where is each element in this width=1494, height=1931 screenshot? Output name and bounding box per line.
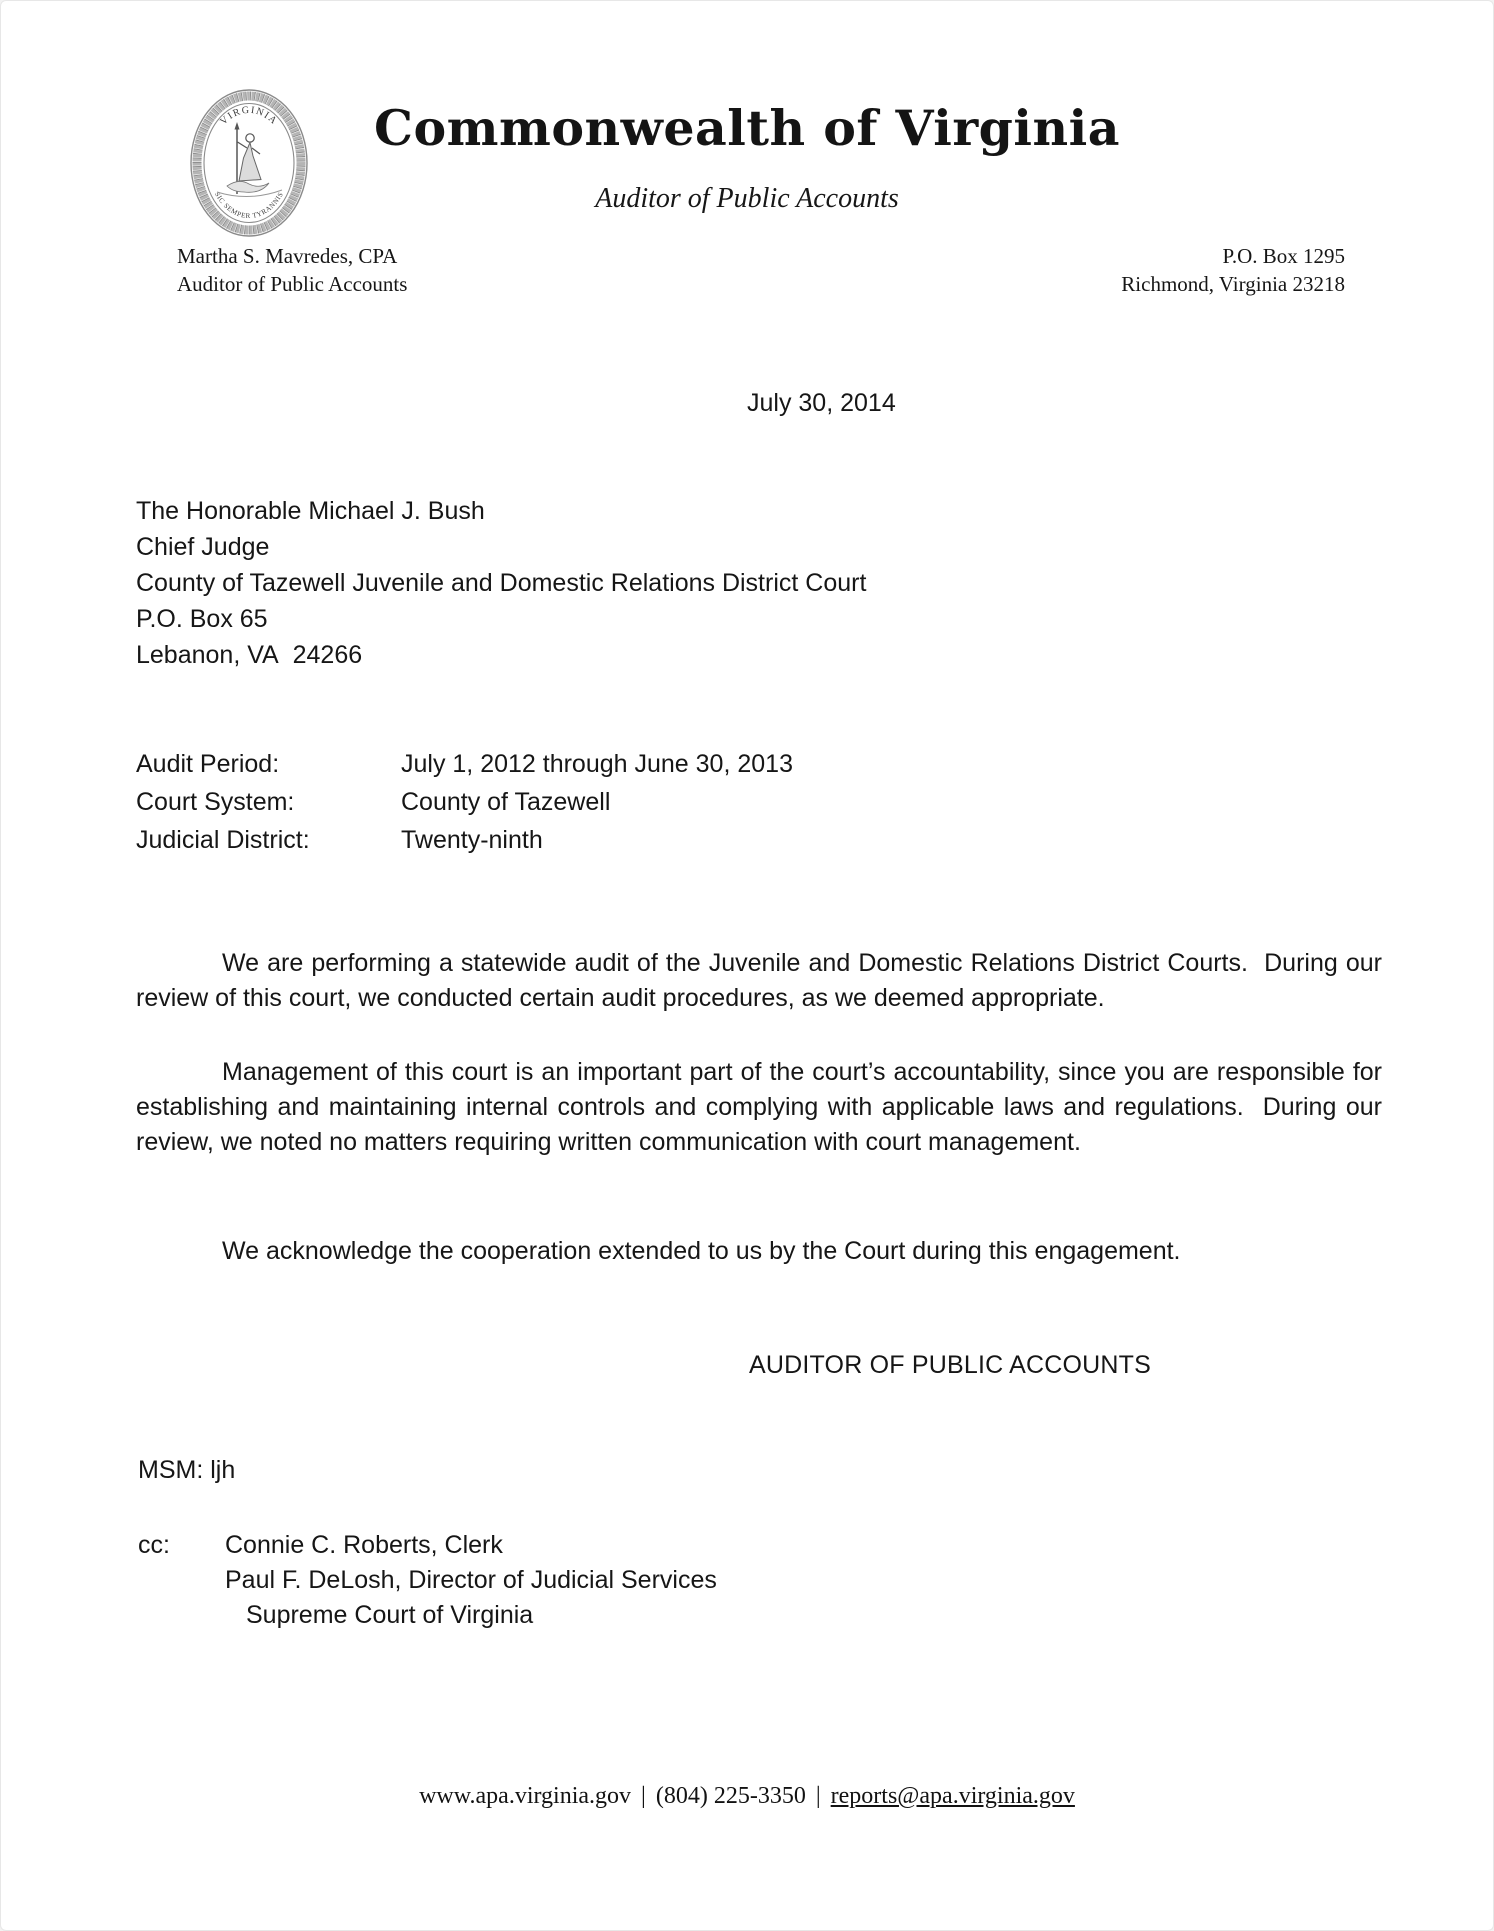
audit-info-value: County of Tazewell (401, 788, 611, 816)
audit-info-row (136, 821, 793, 859)
cc-name: Supreme Court of Virginia (246, 1601, 534, 1629)
body-paragraph: Management of this court is an important part of the court’s accountability, since you are responsible for establishing and maintaining internal controls and complying with applicable laws and regulations. During our review, we noted no matters requiring written communication with court management. (136, 1058, 1382, 1156)
cc-label: cc: (138, 1531, 170, 1559)
org-name: Commonwealth of Virginia (374, 99, 1120, 157)
address-line-1: P.O. Box 1295 (1222, 244, 1345, 268)
audit-info-label: Court System: (136, 788, 295, 816)
address-line-2: Richmond, Virginia 23218 (1121, 272, 1345, 296)
recipient-line: The Honorable Michael J. Bush (136, 497, 485, 525)
footer-contact-line (1, 1783, 1493, 1810)
audit-info-value: Twenty-ninth (401, 826, 543, 854)
audit-info-value: July 1, 2012 through June 30, 2013 (401, 750, 793, 778)
audit-info-row (136, 745, 793, 783)
cc-block (138, 1528, 717, 1633)
recipient-line: Chief Judge (136, 533, 270, 561)
recipient-address-block (136, 493, 866, 673)
cc-name: Paul F. DeLosh, Director of Judicial Services (225, 1566, 717, 1594)
body-paragraph: We are performing a statewide audit of the Juvenile and Domestic Relations District Courts. During our review of this court, we conducted certain audit procedures, as we deemed appropriate. (136, 949, 1382, 1012)
org-subtitle: Auditor of Public Accounts (595, 183, 899, 214)
letter-date: July 30, 2014 (747, 389, 896, 417)
official-name: Martha S. Mavredes, CPA (177, 244, 398, 268)
footer-separator: | (815, 1783, 821, 1809)
cc-names (225, 1528, 717, 1633)
footer-separator: | (641, 1783, 646, 1809)
cc-name: Connie C. Roberts, Clerk (225, 1531, 503, 1559)
body-paragraph: We acknowledge the cooperation extended to us by the Court during this engagement. (222, 1237, 1181, 1265)
footer-website: www.apa.virginia.gov (419, 1783, 632, 1809)
office-address-block (1121, 242, 1345, 298)
seal-top-text: VIRGINIA (218, 104, 280, 128)
audit-info-block (136, 745, 793, 859)
recipient-line: P.O. Box 65 (136, 605, 268, 633)
reference-initials: MSM: ljh (138, 1456, 236, 1484)
recipient-line: Lebanon, VA 24266 (136, 641, 363, 669)
official-title: Auditor of Public Accounts (177, 272, 408, 296)
seal-bottom-text: SIC SEMPER TYRANNIS (212, 190, 286, 221)
signature-org-line: AUDITOR OF PUBLIC ACCOUNTS (749, 1351, 1152, 1379)
recipient-line: County of Tazewell Juvenile and Domestic Relations District Court (136, 569, 867, 597)
official-block (177, 242, 407, 298)
audit-info-label: Audit Period: (136, 750, 280, 778)
audit-info-row (136, 783, 793, 821)
audit-info-label: Judicial District: (136, 826, 310, 854)
footer-phone: (804) 225-3350 (655, 1783, 806, 1809)
footer-email-link[interactable]: reports@apa.virginia.gov (830, 1783, 1075, 1809)
